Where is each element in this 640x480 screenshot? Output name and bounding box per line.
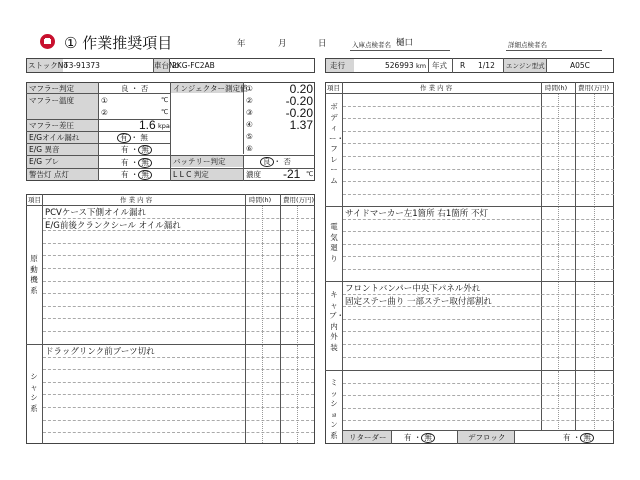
retarder-label: リターダー xyxy=(349,433,387,442)
detail-inspector-label: 詳細点検者名 xyxy=(508,41,547,49)
row-rule xyxy=(43,331,314,332)
inj-val-3: -0.20 xyxy=(285,106,313,120)
muffler-temp-label: マフラー温度 xyxy=(29,96,74,105)
mileage-unit: km xyxy=(416,62,427,70)
engine-entry-1: PCVケース下側オイル漏れ xyxy=(45,208,147,218)
row-rule xyxy=(343,408,614,409)
inspector-name: 樋口 xyxy=(396,38,414,48)
section-electric: 電気廻り xyxy=(330,222,338,263)
left-col-work: 作 業 内 容 xyxy=(120,196,153,204)
column-guide xyxy=(262,345,263,443)
row-rule xyxy=(343,131,614,132)
noise-label: E/G 異音 xyxy=(29,145,60,154)
left-col-item: 項目 xyxy=(28,196,41,204)
year-model-label: 年式 xyxy=(432,61,447,70)
section-chassis: シャシ系 xyxy=(30,372,38,413)
row-rule xyxy=(43,268,314,269)
warn-lamp-choice: 有 ・ 無 xyxy=(121,170,152,180)
detail-inspector-underline xyxy=(506,50,602,51)
noise-none-circled: 無 xyxy=(138,145,152,155)
logo-icon xyxy=(40,34,55,49)
row-rule xyxy=(43,243,314,244)
diff-lock-label: デフロック xyxy=(468,433,506,442)
row-rule xyxy=(43,293,314,294)
month-label: 月 xyxy=(278,39,287,49)
cab-entry-1: フロントバンパー中央下パネル外れ xyxy=(345,284,481,294)
engine-entry-2: E/G前後クランクシール オイル漏れ xyxy=(45,221,181,231)
mileage-value: 526993 xyxy=(385,61,414,70)
shake-none-circled: 無 xyxy=(138,158,152,168)
row-rule xyxy=(343,231,614,232)
muffler-temp-2-unit: ℃ xyxy=(161,108,169,116)
left-col-cost: 費用(万円) xyxy=(283,196,315,204)
muffler-diff-unit: kpa xyxy=(158,122,170,130)
inj-num-2: ② xyxy=(246,96,253,105)
row-rule xyxy=(343,118,614,119)
noise-choice: 有 ・ 無 xyxy=(121,145,152,155)
row-rule xyxy=(343,244,614,245)
llc-label: L L C 判定 xyxy=(173,170,209,179)
inj-val-4: 1.37 xyxy=(289,118,313,132)
oil-leak-label: E/Gオイル漏れ xyxy=(29,133,80,142)
row-rule xyxy=(343,383,614,384)
row-rule xyxy=(43,369,314,370)
left-col-hours: 時間(h) xyxy=(249,196,272,204)
section-cab: キャブ・内外装 xyxy=(329,290,344,352)
year-model-value: 1/12 xyxy=(478,61,495,70)
section-engine: 原動機系 xyxy=(30,254,38,295)
row-rule xyxy=(43,420,314,421)
muffler-temp-1-unit: ℃ xyxy=(161,96,169,104)
column-guide xyxy=(558,94,559,205)
row-rule xyxy=(343,256,614,257)
battery-choice: 良 ・ 否 xyxy=(260,157,291,167)
diff-lock-choice: 有 ・ 無 xyxy=(563,433,594,443)
column-guide xyxy=(594,94,595,205)
inj-num-1: ① xyxy=(246,84,253,93)
row-rule xyxy=(43,382,314,383)
retarder-choice: 有 ・ 無 xyxy=(404,433,435,443)
row-rule xyxy=(343,331,614,332)
row-rule xyxy=(343,194,614,195)
row-rule xyxy=(343,395,614,396)
retarder-none-circled: 無 xyxy=(421,433,435,443)
row-rule xyxy=(43,394,314,395)
right-col-cost: 費用(万円) xyxy=(578,84,610,92)
inj-val-2: -0.20 xyxy=(285,94,313,108)
column-guide xyxy=(558,371,559,429)
chassis-value: 2KG-FC2AB xyxy=(172,61,215,70)
inspector-underline xyxy=(350,50,450,51)
muffler-judge-label: マフラー判定 xyxy=(29,84,74,93)
muffler-diff-label: マフラー差圧 xyxy=(29,121,74,130)
engine-type-label: エンジン型式 xyxy=(506,62,545,70)
chassis-entry-1: ドラッグリンク前ブーツ切れ xyxy=(45,347,155,357)
warn-lamp-none-circled: 無 xyxy=(138,170,152,180)
row-rule xyxy=(343,269,614,270)
row-rule xyxy=(43,306,314,307)
shake-label: E/G ブレ xyxy=(29,157,60,166)
year-label: 年 xyxy=(237,39,246,49)
muffler-judge-options: 良 ・ 否 xyxy=(121,84,149,93)
oil-leak-choice: 有 ・ 無 xyxy=(117,133,148,143)
column-guide xyxy=(594,207,595,280)
row-rule xyxy=(343,156,614,157)
mileage-label: 走行 xyxy=(330,61,345,70)
muffler-diff-value: 1.6 xyxy=(139,118,156,132)
battery-label: バッテリー判定 xyxy=(173,157,226,166)
right-col-work: 作 業 内 容 xyxy=(420,84,453,92)
right-work-table xyxy=(325,82,614,444)
diff-lock-none-circled: 無 xyxy=(580,433,594,443)
row-rule xyxy=(343,143,614,144)
inj-num-5: ⑤ xyxy=(246,132,253,141)
row-rule xyxy=(343,181,614,182)
llc-unit: ℃ xyxy=(306,170,314,178)
inspector-label: 入庫点検者名 xyxy=(352,41,391,49)
muffler-temp-2-num: ② xyxy=(101,108,108,117)
column-guide xyxy=(558,282,559,369)
day-label: 日 xyxy=(318,39,327,49)
right-col-item: 項目 xyxy=(327,84,340,92)
right-col-hours: 時間(h) xyxy=(545,84,568,92)
row-rule xyxy=(343,357,614,358)
column-guide xyxy=(262,206,263,343)
row-rule xyxy=(43,318,314,319)
row-rule xyxy=(343,319,614,320)
year-era: R xyxy=(460,61,466,70)
column-guide xyxy=(594,282,595,369)
row-rule xyxy=(343,344,614,345)
electric-entry-1: サイドマーカー左1箇所 右1箇所 不灯 xyxy=(345,209,488,219)
column-guide xyxy=(558,207,559,280)
row-rule xyxy=(43,255,314,256)
battery-good-circled: 良 xyxy=(260,157,274,167)
column-guide xyxy=(297,206,298,343)
chassis-label: 車台No xyxy=(154,61,180,70)
stock-value: T3-91373 xyxy=(64,61,100,70)
section-body: ボディー・フレーム xyxy=(329,102,344,185)
oil-leak-has-circled: 有 xyxy=(117,133,131,143)
row-rule xyxy=(43,407,314,408)
llc-conc-label: 濃度 xyxy=(246,170,261,179)
inj-val-1: 0.20 xyxy=(289,82,313,96)
page-title: ① 作業推奨項目 xyxy=(64,34,173,52)
warn-lamp-label: 警告灯 点灯 xyxy=(29,170,69,179)
section-mission: ミッション系 xyxy=(330,378,338,440)
injector-label: インジェクター測定値 xyxy=(173,84,248,93)
muffler-temp-1-num: ① xyxy=(101,96,108,105)
row-rule xyxy=(343,169,614,170)
row-rule xyxy=(343,420,614,421)
shake-choice: 有 ・ 無 xyxy=(121,158,152,168)
inj-num-6: ⑥ xyxy=(246,144,253,153)
cab-entry-2: 固定ステー曲り 一部ステー取付部割れ xyxy=(345,297,492,307)
engine-type-value: A05C xyxy=(570,61,590,70)
column-guide xyxy=(297,345,298,443)
row-rule xyxy=(343,106,614,107)
inj-num-4: ④ xyxy=(246,120,253,129)
llc-value: -21 xyxy=(283,167,301,181)
inj-num-3: ③ xyxy=(246,108,253,117)
stock-label: ストックNo xyxy=(28,61,68,70)
column-guide xyxy=(594,371,595,429)
row-rule xyxy=(43,281,314,282)
row-rule xyxy=(43,432,314,433)
